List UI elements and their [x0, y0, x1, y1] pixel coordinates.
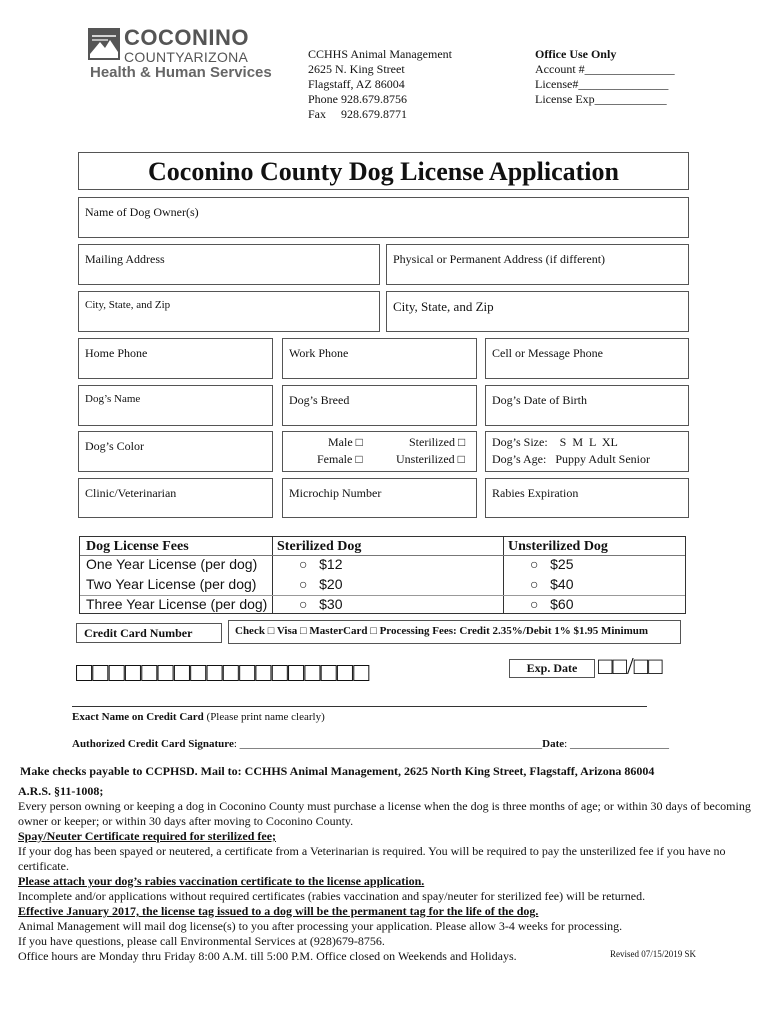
agency-phone: Phone 928.679.8756 [308, 92, 407, 106]
fee-option-unsterilized-2yr[interactable]: ○ $40 [530, 576, 574, 592]
mail-instructions: Make checks payable to CCPHSD. Mail to: CCHHS Animal Management, 2625 North King Street, Flagstaff, Arizona 86004 [20, 764, 655, 778]
owner-name-field[interactable] [78, 197, 689, 238]
home-phone-field[interactable] [78, 338, 273, 379]
dog-breed-label: Dog’s Breed [289, 393, 350, 407]
agency-street: 2625 N. King Street [308, 62, 405, 76]
ars-heading: A.R.S. §11-1008; [18, 784, 104, 798]
date-line: : __________________ [564, 738, 669, 750]
fee-unsterilized-header: Unsterilized Dog [508, 539, 608, 554]
rabies-heading: Please attach your dog’s rabies vaccination certificate to the license application. [18, 874, 425, 888]
fee-option-sterilized-1yr[interactable]: ○ $12 [299, 556, 343, 572]
mail-text: Animal Management will mail dog license(s) to you after processing your application. Please allow 3-4 weeks for processing. [18, 919, 623, 933]
clinic-label: Clinic/Veterinarian [85, 486, 177, 500]
work-phone-label: Work Phone [289, 346, 349, 360]
female-checkbox[interactable]: Female □ [317, 452, 363, 466]
cell-phone-label: Cell or Message Phone [492, 346, 603, 360]
card-name-line[interactable] [72, 706, 647, 707]
office-license-field: License#_______________ [535, 77, 669, 91]
rabies-expiration-field[interactable] [485, 478, 689, 518]
unsterilized-checkbox[interactable]: Unsterilized □ [396, 452, 465, 466]
city-state-zip-field-1[interactable] [78, 291, 380, 332]
office-license-exp-field: License Exp____________ [535, 92, 667, 106]
dog-dob-label: Dog’s Date of Birth [492, 393, 587, 407]
legal-notes [18, 784, 758, 964]
agency-name: CCHHS Animal Management [308, 47, 452, 61]
dog-size-age-field [485, 431, 689, 472]
agency-fax: Fax 928.679.8771 [308, 107, 407, 121]
logo-state: COUNTYARIZONA [124, 49, 249, 65]
dog-size-options[interactable]: Dog’s Size: S M L XL [492, 435, 618, 449]
office-hours-text: Office hours are Monday thru Friday 8:00 A.M. till 5:00 P.M. Office closed on Weekends and Holidays. [18, 949, 517, 963]
fee-row-label: Two Year License (per dog) [86, 576, 257, 592]
owner-name-label: Name of Dog Owner(s) [85, 205, 199, 219]
dog-color-field[interactable] [78, 431, 273, 472]
ars-text: Every person owning or keeping a dog in Coconino County must purchase a license when the dog is three months of age; or within 30 days of becoming owner or keeper; or within 30 days after moving to Coconino County. [18, 799, 751, 828]
dog-age-options[interactable]: Dog’s Age: Puppy Adult Senior [492, 452, 651, 466]
city-state-zip-field-2[interactable] [386, 291, 689, 332]
fee-sterilized-header: Sterilized Dog [277, 539, 362, 554]
signature-label: Authorized Credit Card Signature [72, 738, 234, 750]
spay-text: If your dog has been spayed or neutered, a certificate from a Veterinarian is required. You will be required to pay the unsterilized fee if you have no certificate. [18, 844, 726, 873]
office-use-title: Office Use Only [535, 47, 617, 61]
dog-sex-sterilization-field [282, 431, 477, 472]
exp-date-boxes[interactable]: □□/□□ [598, 654, 663, 680]
city-state-zip-label-1: City, State, and Zip [85, 299, 171, 311]
form-title-box [78, 152, 689, 190]
fee-option-unsterilized-1yr[interactable]: ○ $25 [530, 556, 574, 572]
fee-option-sterilized-2yr[interactable]: ○ $20 [299, 576, 343, 592]
payment-method-options[interactable]: Check □ Visa □ MasterCard □ Processing Fees: Credit 2.35%/Debit 1% $1.95 Minimum [228, 620, 681, 644]
agency-address [308, 47, 452, 122]
incomplete-note: Incomplete and/or applications without required certificates (rabies vaccination and spay/neuter for sterilized fee) will be returned. [18, 889, 646, 903]
signature-line: : _______________________________________________________ [233, 738, 543, 750]
signature-row[interactable] [72, 738, 669, 750]
logo-county-name: COCONINO [124, 25, 249, 50]
mailing-address-field[interactable] [78, 244, 380, 285]
card-name-label: Exact Name on Credit Card [72, 711, 204, 723]
dog-name-field[interactable] [78, 385, 273, 426]
mailing-address-label: Mailing Address [85, 252, 165, 266]
fee-option-unsterilized-3yr[interactable]: ○ $60 [530, 596, 574, 612]
male-checkbox[interactable]: Male □ [328, 435, 363, 449]
card-name-caption [72, 711, 325, 723]
fee-option-sterilized-3yr[interactable]: ○ $30 [299, 596, 343, 612]
spay-heading: Spay/Neuter Certificate required for sterilized fee; [18, 829, 277, 843]
fee-table [79, 536, 686, 614]
form-title: Coconino County Dog License Application [148, 157, 619, 186]
work-phone-field[interactable] [282, 338, 477, 379]
dog-breed-field[interactable] [282, 385, 477, 426]
card-name-instructions: (Please print name clearly) [203, 711, 325, 723]
dog-dob-field[interactable] [485, 385, 689, 426]
physical-address-label: Physical or Permanent Address (if different) [393, 252, 606, 266]
office-account-field: Account #_______________ [535, 62, 675, 76]
questions-text: If you have questions, please call Environmental Services at (928)679-8756. [18, 934, 385, 948]
home-phone-label: Home Phone [85, 346, 148, 360]
cell-phone-field[interactable] [485, 338, 689, 379]
clinic-field[interactable] [78, 478, 273, 518]
credit-card-label: Credit Card Number [76, 623, 222, 643]
fee-table-header: Dog License Fees [86, 539, 189, 554]
revision-stamp: Revised 07/15/2019 SK [610, 949, 697, 959]
dog-color-label: Dog’s Color [85, 439, 145, 453]
exp-date-label: Exp. Date [509, 659, 595, 678]
city-state-zip-label-2: City, State, and Zip [393, 299, 494, 314]
effective-heading: Effective January 2017, the license tag issued to a dog will be the permanent tag for the life of the dog. [18, 904, 539, 918]
sterilized-checkbox[interactable]: Sterilized □ [409, 435, 466, 449]
agency-city: Flagstaff, AZ 86004 [308, 77, 405, 91]
physical-address-field[interactable] [386, 244, 689, 285]
card-number-boxes[interactable]: □□□□□□□□□□□□□□□□□□ [76, 657, 370, 687]
fee-row-label: One Year License (per dog) [86, 556, 258, 572]
microchip-label: Microchip Number [289, 486, 382, 500]
fee-row-label: Three Year License (per dog) [86, 596, 268, 612]
county-logo-icon [88, 28, 120, 60]
date-label: Date [542, 738, 565, 750]
office-use-block [535, 47, 675, 107]
microchip-field[interactable] [282, 478, 477, 518]
rabies-expiration-label: Rabies Expiration [492, 486, 579, 500]
logo-department: Health & Human Services [90, 64, 272, 81]
dog-name-label: Dog’s Name [85, 393, 141, 405]
